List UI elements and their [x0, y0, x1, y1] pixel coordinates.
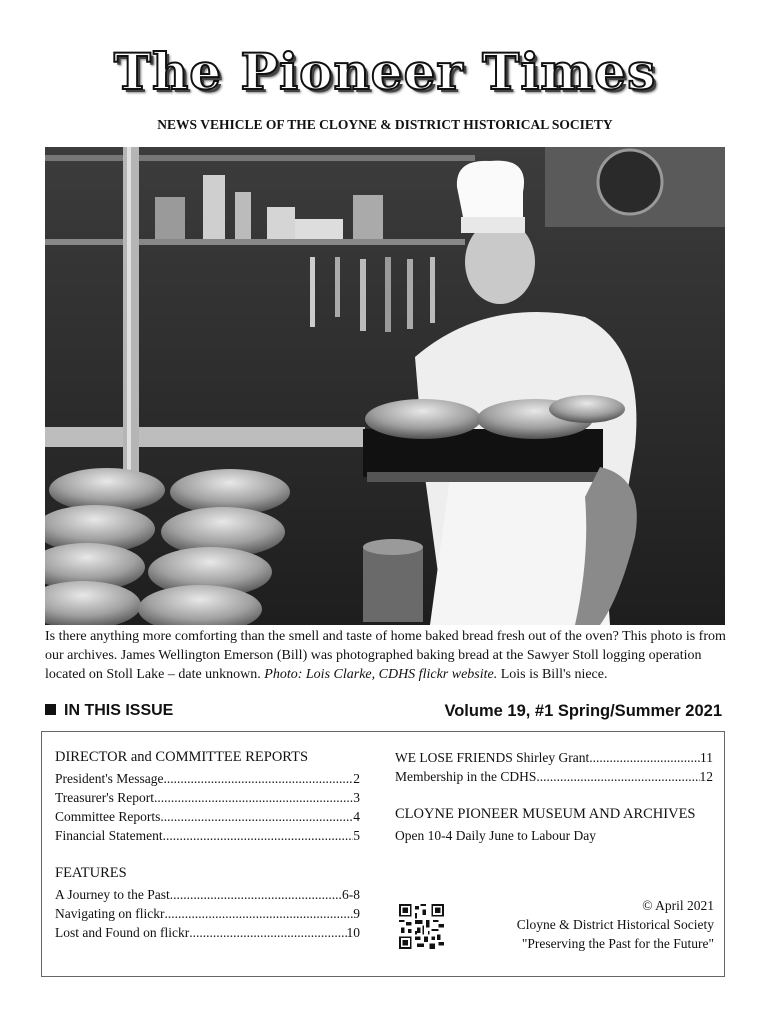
- baker-photo-illustration: [45, 147, 725, 625]
- toc-entry: [55, 904, 360, 923]
- in-this-issue-label: IN THIS ISSUE: [64, 702, 174, 719]
- copyright: © April 2021: [642, 898, 714, 913]
- museum-hours: Open 10-4 Daily June to Labour Day: [395, 828, 596, 843]
- toc-entry-label: President's Message: [55, 771, 164, 786]
- toc-entry-page: 11: [700, 750, 713, 765]
- caption-text: Is there anything more comforting than the smell and taste of home baked bread fresh out of the oven? This photo is from our archives. James Wellington Emerson (Bill) was photographed baking bread at the Sawyer Stoll logging operation located on Stoll Lake – date unknown.: [45, 629, 726, 682]
- toc-entry: [395, 748, 713, 767]
- photo-caption: [45, 627, 730, 684]
- caption-tail: Lois is Bill's niece.: [500, 667, 608, 682]
- society-footer: [517, 896, 714, 953]
- toc-entry: [395, 767, 713, 786]
- toc-entry-page: 12: [699, 769, 713, 784]
- toc-entry-page: 4: [353, 809, 360, 824]
- toc-left-column: [55, 748, 360, 942]
- toc-entry-page: 5: [353, 828, 360, 843]
- toc-entry-page: 2: [353, 771, 360, 786]
- reports-heading: DIRECTOR and COMMITTEE REPORTS: [55, 749, 309, 765]
- volume-label: Volume 19, #1 Spring/Summer 2021: [444, 702, 722, 720]
- toc-entry-label: Lost and Found on flickr: [55, 925, 190, 940]
- square-bullet-icon: [45, 704, 56, 715]
- cover-photo: [45, 147, 725, 625]
- toc-entry-label: Treasurer's Report: [55, 790, 155, 805]
- society-name: Cloyne & District Historical Society: [516, 917, 714, 932]
- toc-entry: [55, 807, 360, 826]
- museum-heading: CLOYNE PIONEER MUSEUM AND ARCHIVES: [395, 806, 696, 822]
- toc-entry: [55, 923, 360, 942]
- toc-right-column: [395, 748, 713, 845]
- society-motto: "Preserving the Past for the Future": [521, 936, 714, 951]
- toc-entry: [55, 885, 360, 904]
- toc-entry: [55, 788, 360, 807]
- table-of-contents: [41, 731, 725, 977]
- features-heading: FEATURES: [55, 865, 127, 881]
- toc-entry-page: 10: [346, 925, 360, 940]
- toc-entry-label: Membership in the CDHS: [395, 769, 537, 784]
- toc-entry: [55, 826, 360, 845]
- masthead-title: The Pioneer Times: [113, 42, 657, 101]
- toc-entry-label: Committee Reports: [55, 809, 161, 824]
- caption-credit: Photo: Lois Clarke, CDHS flickr website.: [264, 667, 498, 682]
- toc-entry-label: Financial Statement: [55, 828, 163, 843]
- toc-entry-label: Navigating on flickr: [55, 906, 165, 921]
- toc-entry-page: 9: [353, 906, 360, 921]
- toc-entry-label: WE LOSE FRIENDS Shirley Grant: [395, 750, 590, 765]
- toc-entry: [55, 769, 360, 788]
- qr-code-icon: [399, 904, 444, 949]
- in-this-issue-heading: [45, 702, 173, 720]
- toc-entry-label: A Journey to the Past: [55, 887, 170, 902]
- toc-entry-page: 3: [353, 790, 360, 805]
- toc-entry-page: 6-8: [342, 887, 360, 902]
- masthead-subtitle: NEWS VEHICLE OF THE CLOYNE & DISTRICT HISTORICAL SOCIETY: [157, 117, 613, 132]
